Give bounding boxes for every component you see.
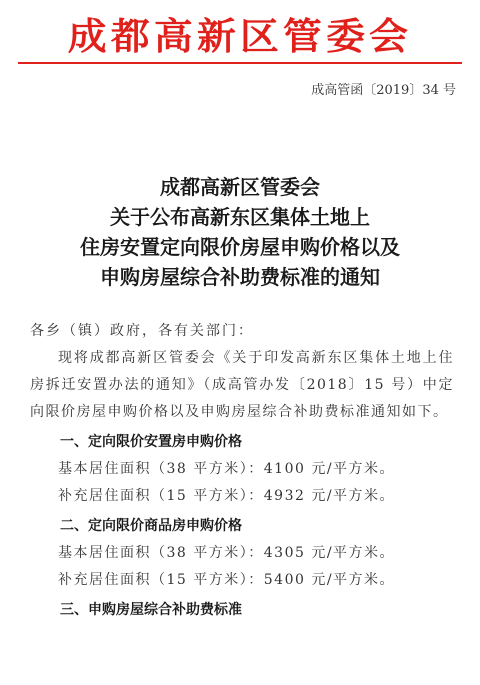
- price-item: 基本居住面积（38 平方米）：4305 元/平方米。: [58, 545, 396, 561]
- title-line-1: 成都高新区管委会: [160, 175, 320, 199]
- price-item: 补充居住面积（15 平方米）：5400 元/平方米。: [58, 572, 396, 588]
- price-item: 基本居住面积（38 平方米）：4100 元/平方米。: [58, 461, 396, 477]
- issuing-authority-header: 成都高新区管委会: [67, 14, 413, 58]
- document-body: [30, 318, 454, 624]
- title-line-2: 关于公布高新东区集体土地上: [110, 205, 370, 229]
- title-line-3: 住房安置定向限价房屋申购价格以及: [80, 235, 400, 259]
- document-number: 成高管函〔2019〕34 号: [311, 83, 456, 98]
- section-heading-3: 三、申购房屋综合补助费标准: [60, 602, 242, 618]
- salutation: 各乡（镇）政府，各有关部门：: [30, 323, 254, 339]
- document-title: [0, 172, 480, 292]
- section-heading-2: 二、定向限价商品房申购价格: [60, 518, 242, 534]
- price-item: 补充居住面积（15 平方米）：4932 元/平方米。: [58, 488, 396, 504]
- red-header-rule: [18, 62, 462, 64]
- intro-paragraph: 现将成都高新区管委会《关于印发高新东区集体土地上住房拆迁安置办法的通知》（成高管办发〔2018〕15 号）中定向限价房屋申购价格以及申购房屋综合补助费标准通知如下。: [30, 350, 454, 420]
- section-heading-1: 一、定向限价安置房申购价格: [60, 434, 242, 450]
- title-line-4: 申购房屋综合补助费标准的通知: [100, 265, 380, 289]
